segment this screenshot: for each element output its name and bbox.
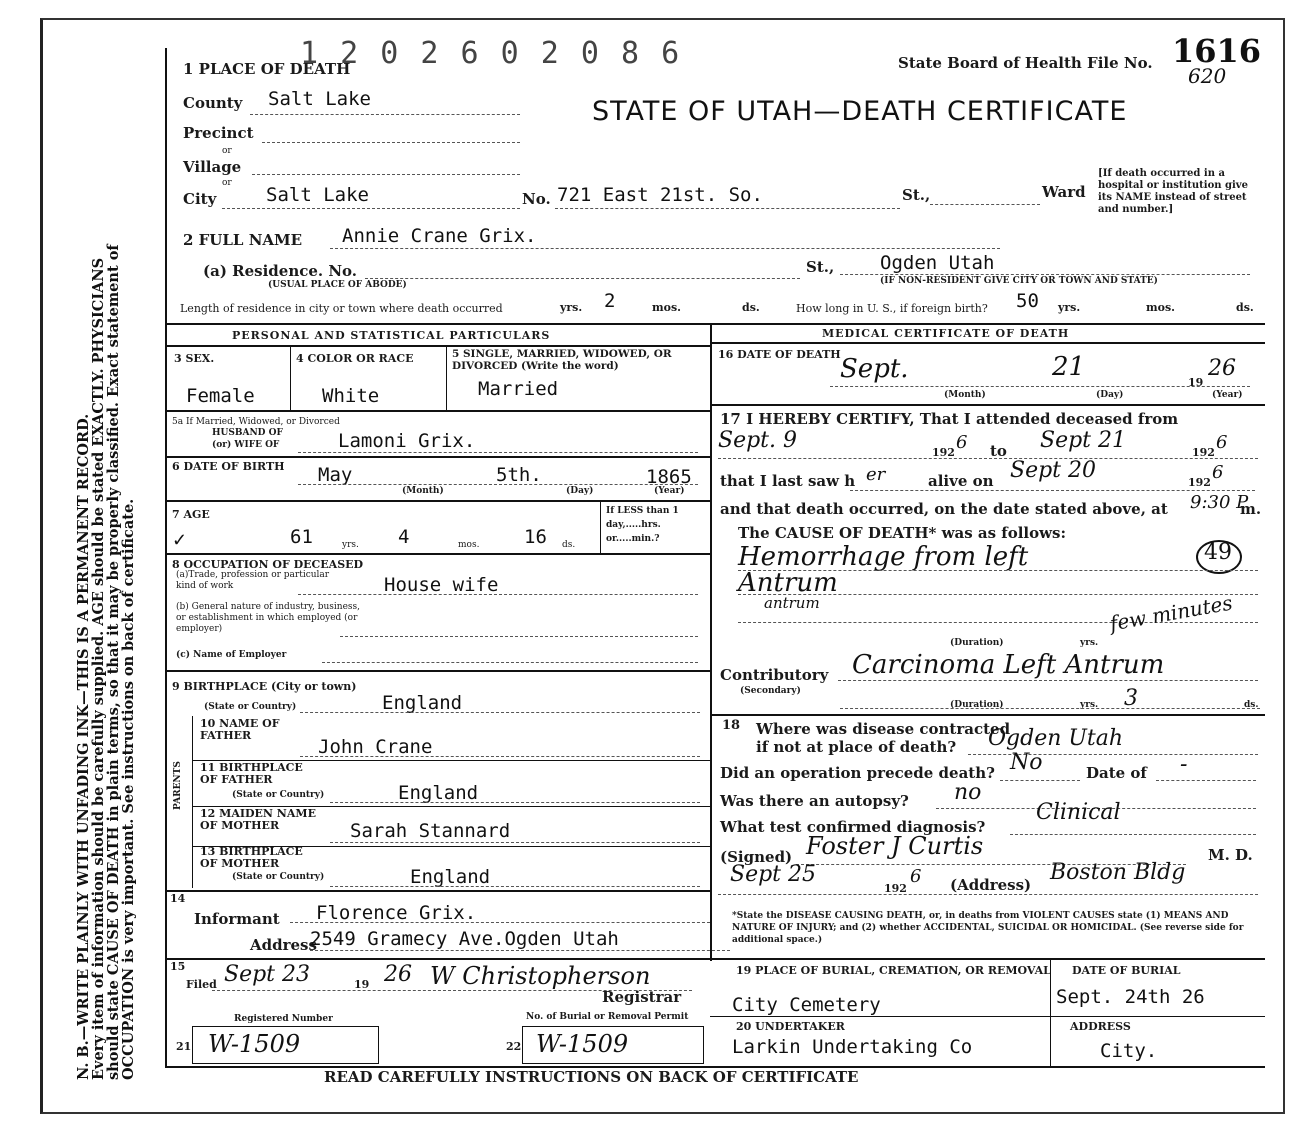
place-of-death-label: 1 PLACE OF DEATH — [183, 60, 351, 78]
death-time-label: and that death occurred, on the date stated above, at — [720, 500, 1168, 518]
date-of-death-year: 26 — [1208, 356, 1236, 381]
duration-value: few minutes — [1108, 590, 1235, 636]
us-residence-years: 50 — [1016, 290, 1039, 312]
contributory-yrs: yrs. — [1080, 700, 1099, 710]
operation-value: No — [1010, 750, 1043, 775]
undertaker-value: Larkin Undertaking Co — [732, 1036, 973, 1058]
permit-label: No. of Burial or Removal Permit — [526, 1012, 689, 1022]
burial-date-label: DATE OF BURIAL — [1072, 964, 1181, 977]
serial-number: 1 2 0 2 6 0 2 0 8 6 — [300, 36, 682, 71]
ds-label: ds. — [562, 540, 576, 550]
street-no-label: No. — [522, 190, 551, 208]
operation-date-label: Date of — [1086, 764, 1147, 782]
m-label: m. — [1240, 500, 1262, 518]
registrar-label: Registrar — [602, 988, 682, 1006]
filed-date: Sept 23 — [224, 962, 311, 987]
form-left-rule — [165, 48, 167, 1068]
contracted-value: Ogden Utah — [988, 726, 1124, 751]
informant-address-label: Address — [250, 936, 317, 954]
item-15-label: 15 — [170, 960, 186, 973]
contracted-label: Where was disease contracted — [756, 720, 1011, 738]
contracted-label-2: if not at place of death? — [756, 738, 957, 756]
side-line-4: OCCUPATION is very important. See instructions on back of certificate. — [120, 498, 137, 1080]
undertaker-address-label: ADDRESS — [1070, 1020, 1131, 1033]
county-value: Salt Lake — [268, 88, 371, 110]
yrs-label: yrs. — [342, 540, 359, 550]
autopsy-label: Was there an autopsy? — [720, 792, 909, 810]
to-19: 192 — [1192, 446, 1215, 459]
spouse-label-3: (or) WIFE OF — [212, 440, 280, 450]
dob-label: 6 DATE OF BIRTH — [172, 460, 285, 473]
contributory-sublabel: (Secondary) — [740, 686, 801, 696]
precinct-label: Precinct — [183, 124, 254, 142]
month-label: (Month) — [402, 486, 444, 496]
residence-years: 2 — [604, 290, 616, 312]
physician-address-label: (Address) — [950, 876, 1032, 894]
mother-birthplace-sublabel: (State or Country) — [232, 872, 325, 882]
from-19: 192 — [932, 446, 955, 459]
nonresident-note: (IF NON-RESIDENT GIVE CITY OR TOWN AND STATE) — [880, 276, 1158, 286]
less-than-label: If LESS than 1 day,.....hrs. or.....min.? — [606, 506, 679, 544]
contributory-label: Contributory — [720, 666, 829, 684]
attended-to-year: 6 — [1216, 432, 1228, 453]
personal-header: PERSONAL AND STATISTICAL PARTICULARS — [232, 329, 551, 342]
item-18-label: 18 — [722, 718, 741, 733]
date-of-death-label: 16 DATE OF DEATH — [718, 348, 841, 361]
cause-of-death-value: Hemorrhage from left — [738, 542, 1029, 572]
residence-label: (a) Residence. No. — [203, 262, 358, 280]
dod-19: 19 — [1188, 376, 1204, 389]
age-years: 61 — [290, 526, 313, 548]
birthplace-value: England — [382, 692, 463, 714]
filed-19: 19 — [354, 978, 370, 991]
burial-date-value: Sept. 24th 26 — [1056, 986, 1205, 1008]
mother-value: Sarah Stannard — [350, 820, 511, 842]
certificate-title: STATE OF UTAH—DEATH CERTIFICATE — [592, 96, 1128, 127]
file-number: 1616 — [1172, 32, 1262, 70]
md-label: M. D. — [1208, 846, 1253, 864]
dob-month: May — [318, 464, 353, 486]
age-label: 7 AGE — [172, 508, 210, 521]
full-name-label: 2 FULL NAME — [183, 231, 303, 249]
filed-year: 26 — [384, 962, 412, 987]
father-birthplace-label: 11 BIRTHPLACE OF FATHER — [200, 761, 303, 786]
date-of-death-month: Sept. — [840, 354, 909, 384]
village-label: Village — [183, 158, 242, 176]
item-21-label: 21 — [176, 1040, 192, 1053]
mother-label: 12 MAIDEN NAME OF MOTHER — [200, 807, 316, 832]
undertaker-label: 20 UNDERTAKER — [736, 1020, 845, 1033]
father-value: John Crane — [318, 736, 433, 758]
filed-label: Filed — [186, 978, 217, 991]
day-label: (Day) — [1096, 390, 1124, 400]
us-ds-label: ds. — [1236, 301, 1254, 314]
city-label: City — [183, 190, 217, 208]
marital-label: 5 SINGLE, MARRIED, WIDOWED, OR DIVORCED (Write the word) — [452, 348, 672, 372]
birthplace-label: 9 BIRTHPLACE (City or town) — [172, 680, 357, 693]
occupation-value: House wife — [384, 574, 499, 596]
us-residence-label: How long in U. S., if foreign birth? — [796, 302, 988, 315]
day-label: (Day) — [566, 486, 594, 496]
cause-of-death-label: The CAUSE OF DEATH* was as follows: — [738, 524, 1067, 542]
length-of-residence-label: Length of residence in city or town where death occurred — [180, 302, 503, 315]
undertaker-address-value: City. — [1100, 1040, 1158, 1062]
hospital-note: [If death occurred in a hospital or institution give its NAME instead of street and number.] — [1098, 168, 1248, 215]
year-label: (Year) — [654, 486, 685, 496]
medical-header: MEDICAL CERTIFICATE OF DEATH — [822, 327, 1070, 340]
street-address: 721 East 21st. So. — [557, 184, 763, 206]
item-14-label: 14 — [170, 892, 186, 905]
signed-date: Sept 25 — [730, 862, 817, 887]
mos-label: mos. — [652, 301, 681, 314]
ward-label: Ward — [1042, 183, 1086, 201]
residence-value: Ogden Utah — [880, 252, 995, 274]
registrar-signature: W Christopherson — [430, 962, 651, 990]
spouse-label-1: 5a If Married, Widowed, or Divorced — [172, 417, 340, 427]
autopsy-value: no — [954, 780, 982, 805]
ds-label: ds. — [742, 301, 760, 314]
file-label: State Board of Health File No. — [898, 54, 1153, 72]
color-label: 4 COLOR OR RACE — [296, 352, 414, 365]
test-value: Clinical — [1036, 800, 1121, 825]
contributory-duration-label: (Duration) — [950, 700, 1004, 710]
cause-code: 49 — [1204, 540, 1232, 565]
last-seen-alive-date: Sept 20 — [1010, 458, 1097, 483]
to-label: to — [990, 442, 1007, 460]
footer-instructions: READ CAREFULLY INSTRUCTIONS ON BACK OF CERTIFICATE — [324, 1068, 859, 1086]
last-saw-label: that I last saw h — [720, 472, 856, 490]
age-checkmark: ✓ — [172, 530, 188, 551]
mother-birthplace-value: England — [410, 866, 491, 888]
or-text: or — [222, 146, 232, 156]
contributory-duration-value: 3 — [1124, 686, 1138, 711]
father-birthplace-value: England — [398, 782, 479, 804]
side-instructions — [76, 80, 136, 1080]
attended-from-year: 6 — [956, 432, 968, 453]
physician-signature: Foster J Curtis — [806, 832, 984, 860]
birthplace-sublabel: (State or Country) — [204, 702, 297, 712]
cause-footnote: *State the DISEASE CAUSING DEATH, or, in deaths from VIOLENT CAUSES state (1) MEANS AND NATURE OF INJURY; and (2) whether ACCIDENTAL, SUICIDAL OR HOMICIDAL. (See reverse side for additional space.) — [732, 911, 1244, 945]
test-label: What test confirmed diagnosis? — [720, 818, 986, 836]
occupation-a: (a)Trade, profession or particular kind of work — [176, 570, 330, 591]
last-saw-pronoun: er — [866, 464, 886, 485]
center-divider — [710, 323, 712, 961]
residence-st-label: St., — [806, 258, 835, 276]
residence-sublabel: (USUAL PLACE OF ABODE) — [268, 280, 407, 290]
cause-of-death-continued: Antrum — [738, 568, 838, 598]
signed-year: 6 — [910, 866, 922, 887]
informant-value: Florence Grix. — [316, 902, 477, 924]
year-label: (Year) — [1212, 390, 1243, 400]
attended-to-date: Sept 21 — [1040, 428, 1127, 453]
informant-address-value: 2549 Gramecy Ave.Ogden Utah — [310, 928, 619, 950]
occupation-label: 8 OCCUPATION OF DECEASED — [172, 558, 364, 571]
signed-label: (Signed) — [720, 848, 793, 866]
duration-yrs: yrs. — [1080, 638, 1099, 648]
date-of-death-day: 21 — [1052, 352, 1086, 382]
city-value: Salt Lake — [266, 184, 369, 206]
permit-number-value: W-1509 — [536, 1030, 629, 1058]
signed-19: 192 — [884, 882, 907, 895]
sex-label: 3 SEX. — [174, 352, 215, 365]
month-label: (Month) — [944, 390, 986, 400]
operation-date-value: - — [1180, 752, 1188, 777]
death-time-value: 9:30 P — [1190, 492, 1249, 513]
cause-correction: antrum — [764, 594, 820, 612]
alive-19: 192 — [1188, 476, 1211, 489]
burial-place-label: 19 PLACE OF BURIAL, CREMATION, OR REMOVAL — [736, 964, 1051, 977]
occupation-c: (c) Name of Employer — [176, 650, 287, 660]
sex-value: Female — [186, 385, 255, 407]
father-label: 10 NAME OF FATHER — [200, 717, 280, 742]
side-line-2: Every item of information should be carefully supplied. AGE should be stated EXACTLY. PHYSICIANS — [90, 257, 107, 1080]
or-text: or — [222, 178, 232, 188]
informant-label: Informant — [194, 910, 280, 928]
contributory-value: Carcinoma Left Antrum — [852, 650, 1165, 680]
mos-label: mos. — [458, 540, 480, 550]
attended-from-date: Sept. 9 — [718, 428, 797, 453]
registered-number-label: Registered Number — [234, 1014, 333, 1024]
county-label: County — [183, 94, 243, 112]
age-months: 4 — [398, 526, 410, 548]
side-line-3: should state CAUSE OF DEATH in plain terms, so that it may be properly classified. Exact statement of — [105, 244, 122, 1080]
certify-label: 17 I HEREBY CERTIFY, That I attended deceased from — [720, 410, 1179, 428]
registered-number-value: W-1509 — [208, 1030, 301, 1058]
age-days: 16 — [524, 526, 547, 548]
parents-label: PARENTS — [173, 761, 183, 810]
spouse-label-2: HUSBAND OF — [212, 428, 283, 438]
item-22-label: 22 — [506, 1040, 522, 1053]
marital-value: Married — [478, 378, 559, 400]
physician-address-value: Boston Bldg — [1050, 860, 1186, 885]
st-label: St., — [902, 186, 931, 204]
alive-year: 6 — [1212, 462, 1224, 483]
us-yrs-label: yrs. — [1058, 301, 1081, 314]
color-value: White — [322, 385, 380, 407]
dob-day: 5th. — [496, 464, 542, 486]
alive-label: alive on — [928, 472, 994, 490]
occupation-b: (b) General nature of industry, business, or establishment in which employed (or employer) — [176, 602, 361, 634]
file-number-secondary: 620 — [1188, 64, 1227, 88]
duration-label: (Duration) — [950, 638, 1004, 648]
side-line-1: N. B.—WRITE PLAINLY WITH UNFADING INK—THIS IS A PERMANENT RECORD. — [75, 413, 92, 1080]
contributory-ds: ds. — [1244, 700, 1259, 710]
burial-place-value: City Cemetery — [732, 994, 881, 1016]
spouse-value: Lamoni Grix. — [338, 430, 476, 452]
full-name-value: Annie Crane Grix. — [342, 225, 537, 247]
mother-birthplace-label: 13 BIRTHPLACE OF MOTHER — [200, 845, 303, 870]
dob-year: 1865 — [646, 466, 692, 488]
us-mos-label: mos. — [1146, 301, 1175, 314]
father-birthplace-sublabel: (State or Country) — [232, 790, 325, 800]
operation-label: Did an operation precede death? — [720, 764, 995, 782]
section-top-rule — [165, 323, 1265, 325]
yrs-label: yrs. — [560, 301, 583, 314]
